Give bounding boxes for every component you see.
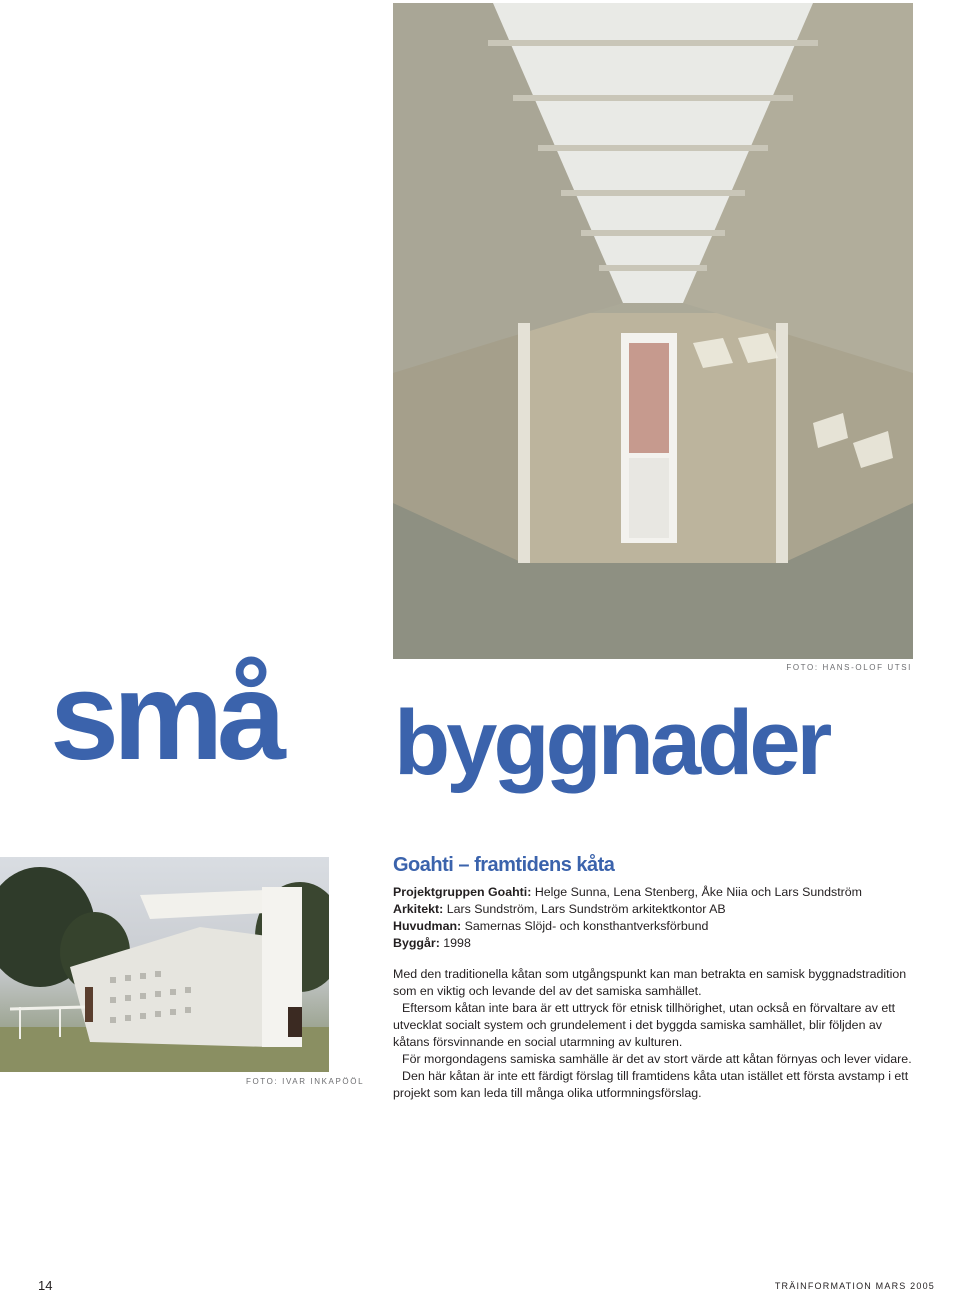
fact-key: Arkitekt: — [393, 902, 444, 916]
fact-value: Samernas Slöjd- och konsthantverksförbund — [461, 919, 709, 933]
fact-value: Lars Sundström, Lars Sundström arkitektkontor AB — [443, 902, 726, 916]
fact-architect — [393, 903, 726, 915]
exterior-photo — [0, 857, 329, 1072]
footer-rule — [38, 1272, 935, 1273]
footer-magazine-issue: TRÄINFORMATION MARS 2005 — [774, 1281, 935, 1291]
fact-key: Huvudman: — [393, 919, 462, 933]
fact-project-group — [393, 886, 862, 898]
photo-credit-small: FOTO: IVAR INKAPÖÖL — [246, 1077, 365, 1086]
exterior-photo-illustration — [0, 857, 329, 1072]
fact-key: Byggår: — [393, 936, 440, 950]
fact-build-year — [393, 937, 471, 949]
interior-photo-illustration — [393, 3, 913, 659]
fact-value: 1998 — [439, 936, 471, 950]
fact-key: Projektgruppen Goahti: — [393, 885, 532, 899]
interior-photo — [393, 3, 913, 659]
page-number: 14 — [38, 1278, 53, 1293]
fact-principal — [393, 920, 708, 932]
headline-word-byggnader: byggnader — [394, 692, 829, 794]
fact-value: Helge Sunna, Lena Stenberg, Åke Niia och Lars Sundström — [531, 885, 862, 899]
article-paragraph: Den här kåtan är inte ett färdigt förslag till framtidens kåta utan istället ett första avstamp i ett projekt som kan leda till många olika utformningsförslag. — [393, 1069, 909, 1100]
photo-credit-main: FOTO: HANS-OLOF UTSI — [786, 663, 912, 672]
headline-word-sma: små — [50, 648, 281, 786]
article-paragraph: Eftersom kåtan inte bara är ett uttryck för etnisk tillhörighet, utan också en förvaltare av ett utvecklat socialt system och grundelement i det byggda samiska samhället, blir följden av kåtans försvinnande en social utarmning av kulturen. — [393, 1001, 896, 1049]
article-paragraph: Med den traditionella kåtan som utgångspunkt kan man betrakta en samisk byggnadstradition som en viktig och levande del av det samiska samhället. — [393, 967, 907, 998]
article-body — [393, 966, 914, 1102]
article-title: Goahti – framtidens kåta — [393, 854, 615, 876]
article-paragraph: För morgondagens samiska samhälle är det av stort värde att kåtan förnyas och lever vidare. — [402, 1052, 912, 1066]
